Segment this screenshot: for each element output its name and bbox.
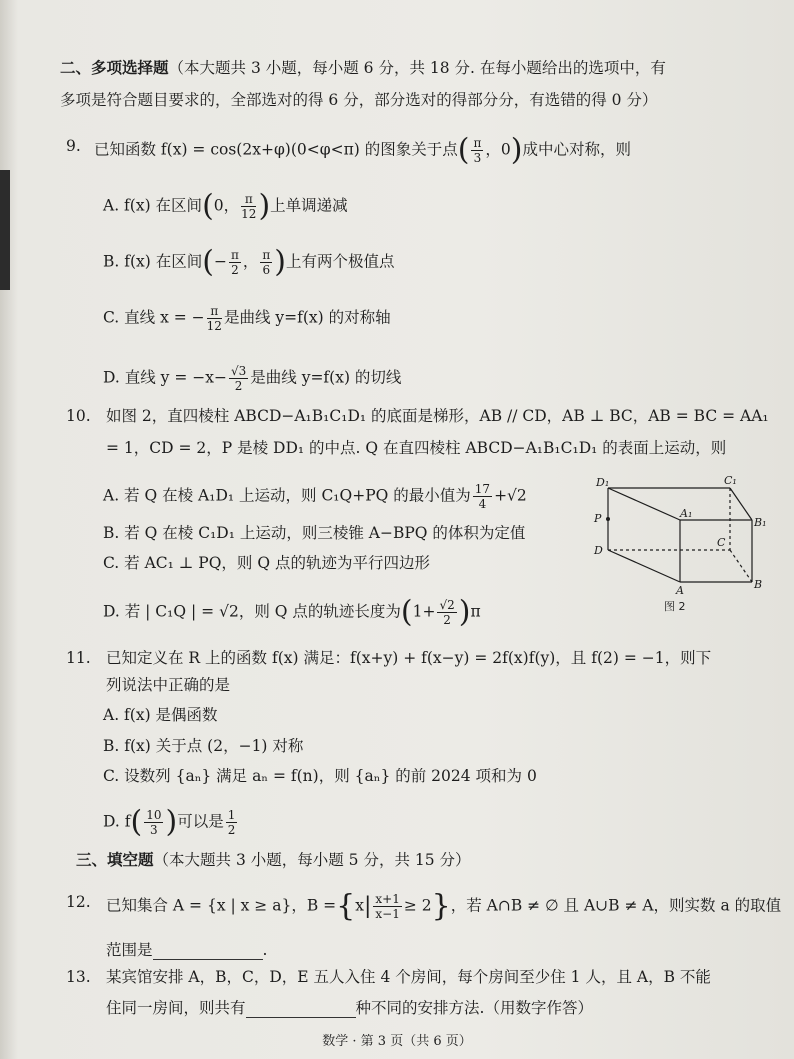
q13-number: 13. [66,968,91,986]
q13-line2: 住同一房间，则共有 种不同的安排方法.（用数字作答） [106,999,593,1017]
fraction: $\frac{\pi}{3}$ [473,136,482,165]
q11-line2: 列说法中正确的是 [106,676,231,694]
q11-option-b: B. f(x) 关于点 (2，−1) 对称 [103,737,304,755]
q12-line2: 范围是 . [106,941,268,959]
q10-option-b: B. 若 Q 在棱 C₁D₁ 上运动，则三棱锥 A−BPQ 的体积为定值 [103,524,526,542]
edge-cb [730,550,752,582]
label-d: D [594,544,603,557]
q9-option-b: B. f(x) 在区间(− $\frac{\pi}{2}$ ， $\frac{\pi}{6}$ )上有两个极值点 [103,244,395,280]
q10-line1: 如图 2，直四棱柱 ABCD−A₁B₁C₁D₁ 的底面是梯形，AB // CD，AB ⊥ BC，AB = BC = AA₁ [106,407,769,425]
prism-figure [590,472,770,622]
section-title: 二、多项选择题 [60,58,169,77]
section-desc: （本大题共 3 小题，每小题 6 分，共 18 分. 在每小题给出的选项中，有 [168,59,666,77]
q11-line1: 已知定义在 R 上的函数 f(x) 满足：f(x+y) + f(x−y) = 2f(x)f(y)，且 f(2) = −1，则下 [106,649,712,667]
label-a: A [676,584,684,597]
q9-point-rest: ，0 [485,140,511,159]
q11-option-d: D. f( $\frac{10}{3}$ )可以是 $\frac{1}{2}$ [103,804,236,840]
q10-option-a: A. 若 Q 在棱 A₁D₁ 上运动，则 C₁Q+PQ 的最小值为 $\frac{17}{4}$ +√2 [103,482,527,511]
q13-line1: 某宾馆安排 A，B，C，D，E 五人入住 4 个房间，每个房间至少住 1 人，且 A，B 不能 [106,968,711,986]
answer-blank[interactable] [246,1001,356,1018]
q9-option-d: D. 直线 y = −x− $\frac{√3}{2}$ 是曲线 y=f(x) 的切线 [103,364,402,393]
section-2-desc-line2: 多项是符合题目要求的，全部选对的得 6 分，部分选对的得部分分，有选错的得 0 分） [60,91,658,109]
q9-stem: 已知函数 f(x) = cos(2x+φ)(0<φ<π) 的图象关于点( $\frac{\pi}{3}$ ，0)成中心对称，则 [94,132,631,168]
page-footer: 数学 · 第 3 页（共 6 页） [322,1034,472,1049]
edge-c1b1 [730,488,752,520]
page-edge-shadow [0,170,10,290]
label-b: B [754,578,763,591]
label-c1: C₁ [724,474,737,487]
answer-blank[interactable] [153,943,263,960]
figure-caption: 图 2 [664,600,686,613]
q10-option-d: D. 若 | C₁Q | = √2，则 Q 点的轨迹长度为(1+ $\frac{√2}{2}$ )π [103,594,481,630]
edge-da [608,550,680,582]
q12-number: 12. [66,893,91,911]
section-3-header: 三、填空题（本大题共 3 小题，每小题 5 分，共 15 分） [76,850,471,869]
q11-number: 11. [66,649,91,667]
q10-option-c: C. 若 AC₁ ⊥ PQ，则 Q 点的轨迹为平行四边形 [103,554,430,572]
label-p: P [594,512,602,525]
q10-line2: = 1，CD = 2，P 是棱 DD₁ 的中点. Q 在直四棱柱 ABCD−A₁B₁C₁D₁ 的表面上运动，则 [106,439,727,457]
q9-stem-end: 成中心对称，则 [522,140,631,159]
q9-number: 9. [66,137,81,155]
label-c: C [717,536,726,549]
label-b1: B₁ [754,516,767,529]
q9-stem-text: 已知函数 f(x) = cos(2x+φ)(0<φ<π) 的图象关于点 [94,140,458,159]
q11-option-c: C. 设数列 {aₙ} 满足 aₙ = f(n)，则 {aₙ} 的前 2024 项和为 0 [103,767,537,785]
q10-number: 10. [66,407,91,425]
q11-option-a: A. f(x) 是偶函数 [103,706,218,724]
section-2-header [60,58,666,78]
q12-line1: 已知集合 A = {x | x ≥ a}，B ={x| $\frac{x+1}{x-1}$ ≥ 2}，若 A∩B ≠ ∅ 且 A∪B ≠ A，则实数 a 的取值 [106,888,782,924]
q9-option-a: A. f(x) 在区间(0， $\frac{\pi}{12}$ )上单调递减 [103,188,348,224]
label-d1: D₁ [596,476,610,489]
label-a1: A₁ [680,507,693,520]
point-p [606,517,610,521]
edge-d1a1 [608,488,680,520]
q9-option-c: C. 直线 x = − $\frac{\pi}{12}$ 是曲线 y=f(x) 的对称轴 [103,304,391,333]
